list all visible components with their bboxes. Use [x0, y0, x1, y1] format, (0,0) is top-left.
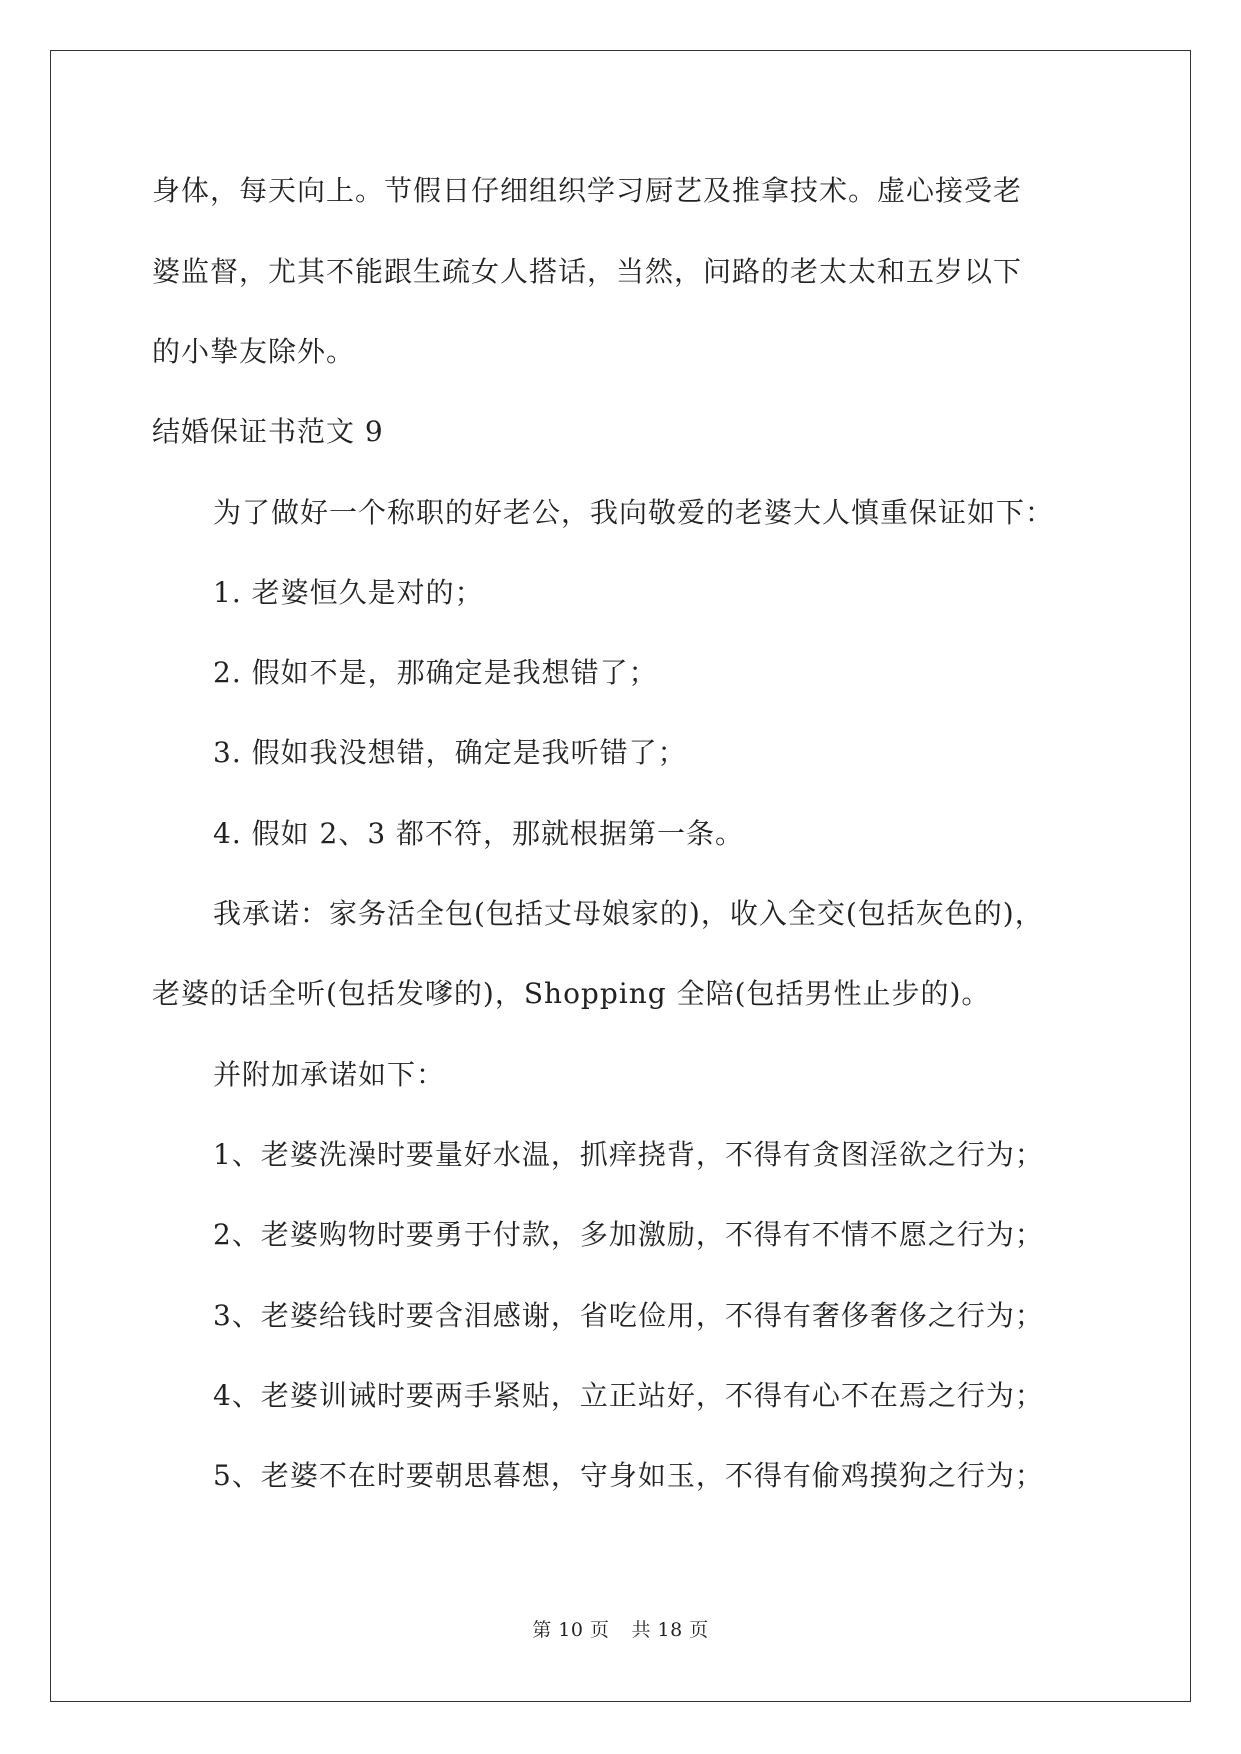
intro-paragraph: 为了做好一个称职的好老公，我向敬爱的老婆大人慎重保证如下： [213, 496, 1055, 529]
promise-item-2: 2、老婆购物时要勇于付款，多加激励，不得有不情不愿之行为； [213, 1218, 1044, 1251]
section-heading: 结婚保证书范文 9 [152, 415, 384, 448]
numbered-item-2: 2. 假如不是，那确定是我想错了； [213, 656, 658, 689]
numbered-item-3: 3. 假如我没想错，确定是我听错了； [213, 736, 687, 769]
body-text-line-2: 婆监督，尤其不能跟生疏女人搭话，当然，问路的老太太和五岁以下 [152, 255, 1023, 288]
promise-item-4: 4、老婆训诫时要两手紧贴，立正站好，不得有心不在焉之行为； [213, 1379, 1044, 1412]
numbered-item-4: 4. 假如 2、3 都不符，那就根据第一条。 [213, 817, 745, 850]
page-number-total: 共 18 页 [631, 1619, 709, 1641]
additional-promise-heading: 并附加承诺如下： [213, 1058, 446, 1091]
numbered-item-1: 1. 老婆恒久是对的； [213, 576, 484, 609]
page-number-current: 第 10 页 [532, 1619, 610, 1641]
promise-item-1: 1、老婆洗澡时要量好水温，抓痒挠背，不得有贪图淫欲之行为； [213, 1138, 1044, 1171]
page-border [50, 50, 1191, 1702]
promise-item-5: 5、老婆不在时要朝思暮想，守身如玉，不得有偷鸡摸狗之行为； [213, 1459, 1044, 1492]
promise-paragraph-line-1: 我承诺：家务活全包(包括丈母娘家的)，收入全交(包括灰色的)， [213, 897, 1044, 930]
promise-paragraph-line-2: 老婆的话全听(包括发嗲的)，Shopping 全陪(包括男性止步的)。 [152, 977, 991, 1010]
body-text-line-3: 的小挚友除外。 [152, 335, 356, 368]
body-text-line-1: 身体，每天向上。节假日仔细组织学习厨艺及推拿技术。虚心接受老 [152, 174, 1023, 207]
promise-item-3: 3、老婆给钱时要含泪感谢，省吃俭用，不得有奢侈奢侈之行为； [213, 1299, 1044, 1332]
page-footer [0, 1618, 1241, 1642]
